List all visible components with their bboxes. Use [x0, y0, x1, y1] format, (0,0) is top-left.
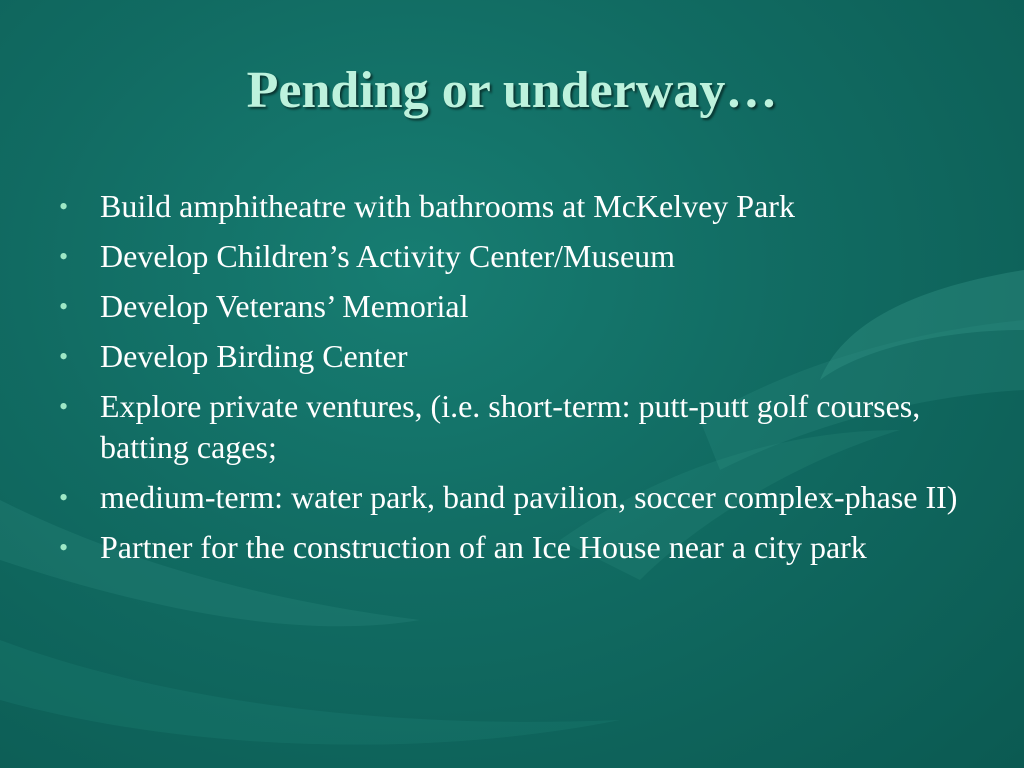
- slide-title: Pending or underway…: [246, 62, 778, 119]
- bullet-icon: •: [59, 242, 69, 271]
- bullet-item: [56, 386, 976, 468]
- bullet-icon: •: [59, 483, 69, 512]
- bullet-text: medium-term: water park, band pavilion, soccer complex-phase II): [100, 479, 958, 515]
- bullet-item: [56, 186, 976, 227]
- bullet-text: Develop Children’s Activity Center/Museum: [100, 238, 676, 274]
- bullet-text: Develop Veterans’ Memorial: [100, 288, 469, 324]
- bullet-item: [56, 336, 976, 377]
- bullet-item: [56, 236, 976, 277]
- bullet-icon: •: [59, 192, 69, 221]
- bullet-icon: •: [59, 342, 69, 371]
- bullet-item: [56, 286, 976, 327]
- bullet-list: [56, 186, 976, 577]
- bullet-icon: •: [59, 292, 69, 321]
- bullet-text: Build amphitheatre with bathrooms at McKelvey Park: [100, 188, 795, 224]
- bullet-icon: •: [59, 533, 69, 562]
- bullet-text: Develop Birding Center: [100, 338, 408, 374]
- bullet-text: Partner for the construction of an Ice House near a city park: [100, 529, 867, 565]
- bullet-item: [56, 477, 976, 518]
- bullet-text: Explore private ventures, (i.e. short-term: putt-putt golf courses, batting cages;: [100, 388, 921, 465]
- bullet-icon: •: [59, 392, 69, 421]
- bullet-item: [56, 527, 976, 568]
